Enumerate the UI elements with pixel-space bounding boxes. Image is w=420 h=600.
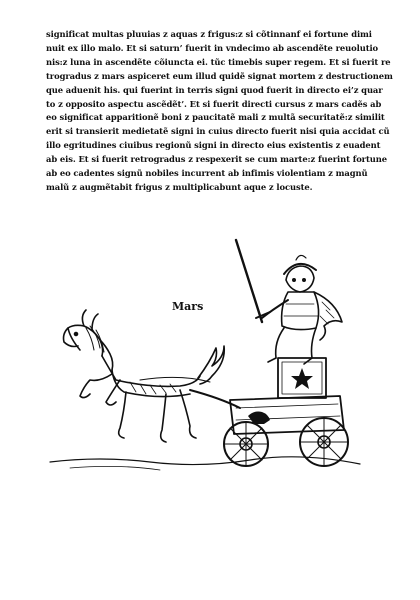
sword — [236, 240, 262, 322]
text-line-2: nuit ex illo malo. Et si saturn’ fuerit in vndecimo ab ascendẽte reuolutio — [46, 42, 379, 53]
text-line-7: eo significat apparitionẽ boni z paucitatẽ mali z multã securitatẽ:z similit — [46, 112, 385, 123]
mars-warrior-figure — [236, 240, 342, 364]
mars-chariot-woodcut — [40, 230, 380, 490]
text-line-4: trogradus z mars aspiceret eum illud quidẽ signat mortem z destructionem — [46, 70, 393, 81]
text-line-11: ab eo cadentes signũ nobiles incurrent ab infimis violentiam z magnũ — [46, 168, 368, 179]
text-line-6: to z opposito aspectu ascẽdẽt’. Et si fuerit directi cursus z mars cadẽs ab — [46, 98, 382, 109]
text-line-12: malũ z augmẽtabit frigus z multiplicabunt aque z locuste. — [46, 181, 313, 192]
rear-wheel — [300, 418, 348, 466]
text-line-1: significat multas pluuias z aquas z frigus:z si cõtinnanf ei fortune dimi — [46, 29, 372, 39]
figure-caption: Mars — [172, 300, 204, 313]
chariot-figure — [224, 358, 348, 466]
star-emblem — [291, 368, 313, 389]
chariot-shaft — [190, 390, 240, 408]
text-line-10: ab eis. Et si fuerit retrogradus z respexerit se cum marte:z fuerint fortune — [46, 154, 387, 165]
horse-figure — [64, 310, 225, 442]
text-line-9: illo egritudines ciuibus regionũ signi in directo eius existentis z euadent — [46, 140, 381, 151]
text-line-3: nis:z luna in ascendẽte cõiuncta ei. tũc timebis super regem. Et si fuerit re — [46, 56, 391, 67]
latin-text-block — [46, 28, 398, 195]
text-line-8: erit si transierit medietatẽ signi in cuius directo fuerit nisi quia accidat cũ — [46, 126, 390, 137]
front-wheel — [224, 422, 268, 466]
text-line-5: que aduenit his. qui fuerint in terris signi quod fuerit in directo ei’z quar — [46, 84, 383, 95]
